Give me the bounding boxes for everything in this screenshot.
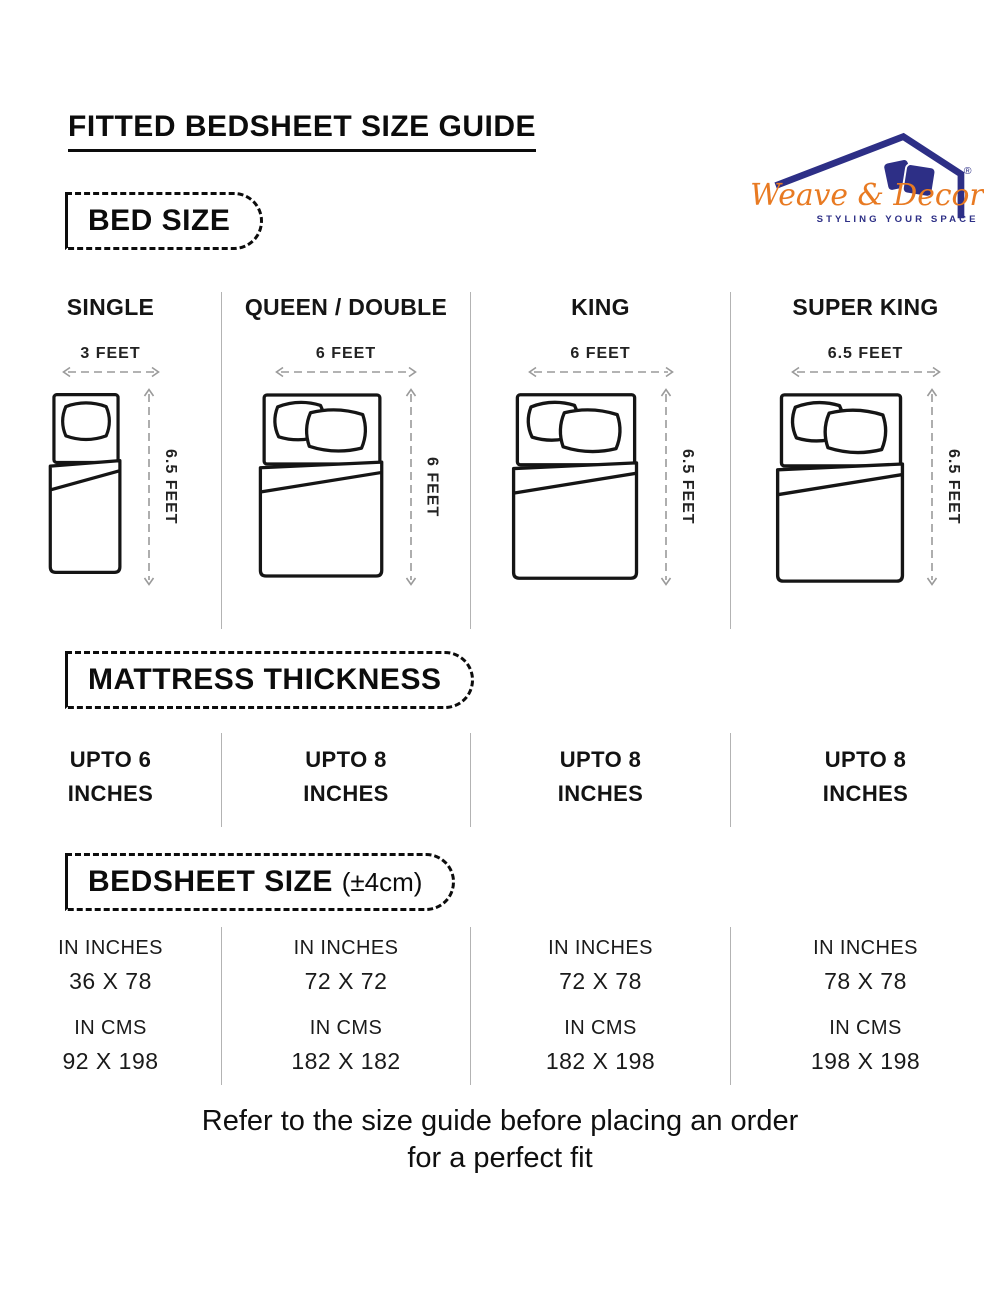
mattress-thickness-line1: UPTO 6 bbox=[69, 747, 152, 772]
mattress-thickness-queen-double bbox=[222, 733, 471, 827]
registered-mark: ® bbox=[963, 165, 972, 178]
height-arrow-icon bbox=[925, 385, 939, 589]
mattress-thickness-line2: INCHES bbox=[303, 781, 389, 806]
bed-diagram bbox=[252, 391, 392, 580]
mattress-thickness-king bbox=[471, 733, 731, 827]
bedsheet-size-super-king bbox=[731, 927, 1000, 1085]
bed-diagram bbox=[769, 391, 913, 585]
footer-line2: for a perfect fit bbox=[407, 1142, 593, 1174]
footer-line1: Refer to the size guide before placing an order bbox=[201, 1105, 799, 1137]
bedsheet-size-single bbox=[0, 927, 222, 1085]
bed-height-label: 6.5 FEET bbox=[679, 449, 696, 525]
bed-size-badge: BED SIZE bbox=[65, 192, 263, 250]
width-arrow-icon bbox=[272, 365, 420, 379]
bedsheet-size-label: BEDSHEET SIZE bbox=[88, 865, 333, 898]
height-arrow-icon bbox=[142, 385, 156, 589]
house-logo-icon bbox=[744, 118, 984, 234]
bed-width-label: 3 FEET bbox=[80, 345, 141, 362]
cms-label: IN CMS bbox=[309, 1017, 383, 1039]
bedsheet-size-queen-double bbox=[222, 927, 471, 1085]
inches-label: IN INCHES bbox=[548, 937, 653, 959]
mattress-thickness-single bbox=[0, 733, 222, 827]
mattress-thickness-line1: UPTO 8 bbox=[824, 747, 907, 772]
bedsheet-size-section bbox=[0, 927, 1000, 1085]
cms-label: IN CMS bbox=[829, 1017, 902, 1039]
bed-height-label: 6 FEET bbox=[423, 456, 441, 518]
cms-value: 92 X 198 bbox=[62, 1048, 159, 1074]
width-arrow-icon bbox=[788, 365, 944, 379]
bed-diagram bbox=[42, 391, 130, 576]
inches-value: 72 X 72 bbox=[304, 968, 388, 994]
mattress-thickness-badge: MATTRESS THICKNESS bbox=[65, 651, 474, 709]
page-title: FITTED BEDSHEET SIZE GUIDE bbox=[68, 110, 536, 152]
height-arrow-icon bbox=[404, 385, 418, 589]
mattress-thickness-line2: INCHES bbox=[557, 781, 644, 806]
bedsheet-size-badge bbox=[65, 853, 455, 911]
mattress-thickness-line2: INCHES bbox=[67, 781, 154, 806]
bed-type-name: KING bbox=[571, 294, 630, 320]
footer-note bbox=[0, 1103, 1000, 1177]
bedsheet-size-king bbox=[471, 927, 731, 1085]
cms-value: 182 X 182 bbox=[291, 1048, 401, 1074]
bed-height-label: 6.5 FEET bbox=[162, 449, 179, 525]
mattress-thickness-line1: UPTO 8 bbox=[305, 747, 387, 772]
bedsheet-tolerance: (±4cm) bbox=[341, 867, 423, 897]
cms-label: IN CMS bbox=[564, 1017, 637, 1039]
height-arrow-icon bbox=[659, 385, 673, 589]
inches-value: 36 X 78 bbox=[69, 968, 152, 994]
cms-label: IN CMS bbox=[74, 1017, 147, 1039]
bed-diagram bbox=[505, 391, 647, 582]
bed-width-label: 6 FEET bbox=[315, 345, 377, 362]
bed-type-name: SINGLE bbox=[66, 294, 155, 320]
bed-type-name: SUPER KING bbox=[792, 294, 939, 320]
bed-column-super-king bbox=[731, 292, 1000, 629]
bed-width-label: 6.5 FEET bbox=[827, 345, 904, 362]
width-arrow-icon bbox=[59, 365, 163, 379]
cms-value: 198 X 198 bbox=[810, 1048, 921, 1074]
mattress-thickness-section bbox=[0, 733, 1000, 827]
brand-logo bbox=[744, 118, 984, 234]
brand-tagline: STYLING YOUR SPACE bbox=[816, 214, 979, 226]
bed-height-label: 6.5 FEET bbox=[945, 449, 962, 525]
mattress-thickness-line1: UPTO 8 bbox=[559, 747, 642, 772]
inches-value: 78 X 78 bbox=[824, 968, 907, 994]
cms-value: 182 X 198 bbox=[545, 1048, 656, 1074]
mattress-thickness-super-king bbox=[731, 733, 1000, 827]
inches-label: IN INCHES bbox=[813, 937, 918, 959]
bed-column-queen-double bbox=[222, 292, 471, 629]
bed-size-section bbox=[0, 292, 1000, 629]
brand-name: Weave & Decor bbox=[750, 177, 984, 213]
inches-value: 72 X 78 bbox=[559, 968, 642, 994]
width-arrow-icon bbox=[525, 365, 677, 379]
inches-label: IN INCHES bbox=[58, 937, 163, 959]
mattress-thickness-line2: INCHES bbox=[822, 781, 909, 806]
bed-width-label: 6 FEET bbox=[570, 345, 631, 362]
bed-column-king bbox=[471, 292, 731, 629]
bed-type-name: QUEEN / DOUBLE bbox=[244, 294, 448, 320]
bed-column-single bbox=[0, 292, 222, 629]
inches-label: IN INCHES bbox=[293, 937, 399, 959]
